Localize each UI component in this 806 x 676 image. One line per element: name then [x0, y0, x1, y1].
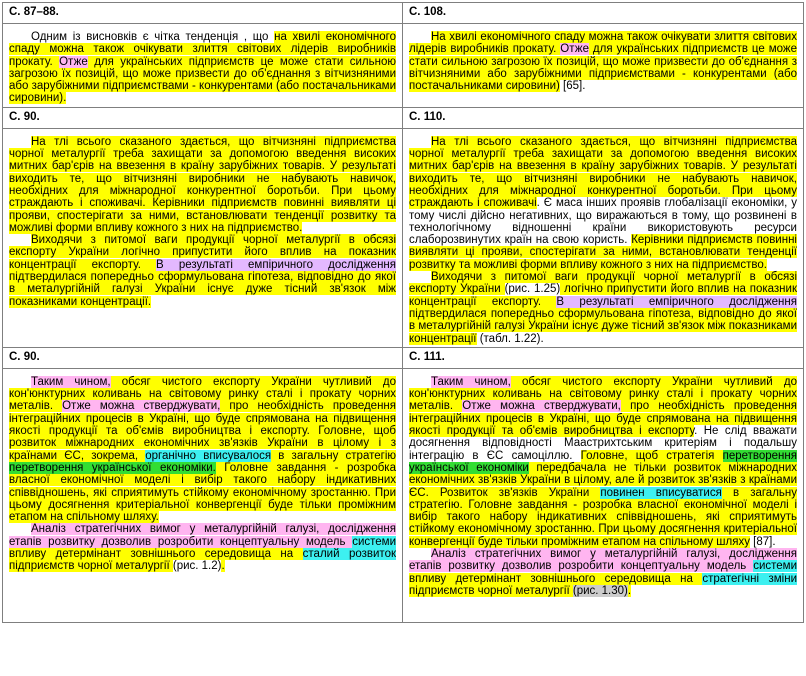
text-fragment: Одним із висновків є чітка тенденція , що	[31, 31, 275, 43]
right-page-ref-1: С. 108.	[403, 3, 804, 24]
text-row-3	[3, 368, 804, 622]
highlight-pink: Отже можна стверджувати,	[62, 400, 221, 413]
highlight-gray: (рис. 1.30)	[572, 584, 628, 597]
highlight-pink: Таким чином,	[31, 375, 111, 388]
paragraph	[9, 376, 396, 524]
paragraph	[409, 548, 797, 597]
comparison-table	[2, 2, 804, 623]
paragraph	[9, 523, 396, 572]
highlight-pink: Аналіз стратегічних вимог у металургійній галузі, дослідження етапів розвитку дозволив розробити концептуальну модель	[409, 547, 797, 573]
header-row-2	[3, 107, 804, 128]
highlight-yellow: передбачала не тільки розвиток міжнародних економічних зв'язків України в цілому, але й розвиток зв'язків з країнами ЄС. Розвиток зв'язків України	[409, 461, 797, 499]
highlight-yellow: для українських підприємств це може стати сильною загрозою їх позицій, що може призвести до об'єднання з вітчизняними або зарубіжними підприємствами - конкурентами (або постачальниками сировини).	[9, 55, 396, 105]
paragraph	[9, 31, 396, 105]
highlight-pink: Отже можна стверджувати,	[462, 400, 621, 413]
right-page-ref-2: С. 110.	[403, 107, 804, 128]
text-fragment: (рис. 1.2)	[172, 560, 222, 573]
highlight-yellow: підтвердилася попередньо сформульована гіпотеза, відповідно до якої в металургійній галузі України існує дуже тісний зв'язок між показниками концентрації.	[9, 271, 396, 308]
highlight-yellow: про необхідність проведення інтеграційних процесів в Україні, що буде спрямована на підвищення якості продукції та об'ємів виробництва і експорту	[409, 400, 798, 438]
highlight-yellow: Виходячи з питомої ваги продукції чорної металургії в обсязі експорту України	[409, 271, 797, 296]
highlight-pink: Таким чином,	[431, 375, 511, 388]
header-row-1	[3, 3, 804, 24]
highlight-yellow: Головне, щоб стратегія	[580, 449, 723, 462]
highlight-yellow: про необхідність проведення інтеграційних процесів в Україні, що буде спрямована на підвищення якості продукції та об'ємів виробництва і експорту. Головне, щоб розвиток міжнародних економічних зв'язків України в цілому і з країнами ЄС, зокрема,	[9, 400, 397, 462]
highlight-cyan: стратегічні зміни	[702, 572, 797, 585]
left-cell-1	[3, 24, 403, 108]
highlight-yellow: .	[221, 560, 225, 573]
paragraph	[9, 136, 396, 234]
right-page-ref-3: С. 111.	[403, 347, 804, 368]
highlight-yellow: в загальну стратегію. Головне завдання - розробка власної економічної моделі і вибір такого набору індикативних співвідношень, які сприятимуть стійкому економічному зростанню. При цьому досягнення критеріальної конвергенції буде тільки проміжним етапом на спільному шляху	[409, 486, 798, 548]
highlight-yellow: .	[627, 584, 632, 597]
paragraph	[409, 271, 797, 345]
text-fragment: . Є маса інших проявів глобалізації економіки, у тому числі дійсно негативних, що виражаються в тому, що розвинені в технологічному відношенні країни використовують ресурси слаборозвинутих країн на свою користь.	[409, 197, 798, 247]
highlight-green: перетворення української економіки.	[9, 461, 216, 474]
highlight-cyan: повинен вписуватися	[600, 486, 722, 499]
highlight-cyan: системи	[753, 560, 797, 573]
text-fragment: (рис. 1.25)	[504, 283, 561, 296]
highlight-violet: В результаті емпіричного дослідження	[156, 258, 396, 271]
text-fragment: . Не слід вважати досягнення відповідності Маастрихтським критеріям і подальшу інтеграцію в ЄС самоціллю.	[409, 425, 797, 462]
left-cell-3	[3, 368, 403, 622]
highlight-yellow: обсяг чистого експорту України чутливий до кон'юнктурних коливань на світовому ринку сталі і прокату чорних металів.	[9, 375, 396, 413]
highlight-yellow: підтвердилася попередньо сформульована гіпотеза, відповідно до якої в металургійній галузі України існує дуже тісний зв'язок між показниками концентрації	[409, 307, 797, 345]
highlight-yellow: Головне завдання - розробка власної економічної моделі і вибір такого набору індикативних співвідношень, які сприятимуть стійкому економічному зростанню. При цьому досягнення критеріальної конвергенції буде тільки проміжним етапом на спільному шляху.	[9, 461, 396, 524]
highlight-yellow: для українських підприємств це може стати сильною загрозою їх позицій, що може призвести до об'єднання з вітчизняними або зарубіжними підприємствами - конкурентами (або постачальниками сировини)	[409, 43, 797, 93]
right-cell-1	[403, 24, 804, 108]
highlight-yellow: На тлі всього сказаного здається, що вітчизняні підприємства чорної металургії треба захищати за допомогою введення високих митних бар'єрів на ввезення в країну зарубіжних товарів. У результаті виходить те, що вітчизняні виробники не набувають навичок, необхідних для міжнародної конкурентної боротьби. При цьому страждають і споживачі. Керівники підприємств повинні виявляти ці прояви, спостерігати за ними, встановлювати тенденції розвитку та можливі форми впливу кожного з них на підприємство.	[9, 135, 396, 234]
highlight-yellow: впливу детермінант зовнішнього середовища на	[9, 547, 303, 560]
highlight-pink: Отже	[560, 43, 589, 56]
right-cell-2	[403, 128, 804, 347]
highlight-yellow: впливу детермінант зовнішнього середовища на	[409, 572, 703, 585]
highlight-cyan: органічно вписувалося	[145, 449, 272, 462]
highlight-yellow: підприємств чорної металургії	[9, 560, 173, 573]
paragraph	[409, 136, 797, 271]
highlight-cyan: сталий розвиток	[302, 547, 396, 560]
highlight-cyan: системи	[352, 535, 396, 548]
highlight-yellow: На тлі всього сказаного здається, що вітчизняні підприємства чорної металургії треба захищати за допомогою введення високих митних бар'єрів на ввезення в країну зарубіжних товарів. У результаті виходить те, що вітчизняні виробники не набувають навичок, необхідних для міжнародної конкурентної боротьби. При цьому страждають і споживачі	[409, 135, 797, 210]
text-fragment: [87].	[749, 535, 776, 548]
highlight-pink: Аналіз стратегічних вимог у металургійній галузі, дослідження етапів розвитку дозволив розробити концептуальну модель	[9, 523, 396, 548]
text-fragment: (табл. 1.22).	[476, 332, 544, 345]
highlight-yellow: обсяг чистого експорту України чутливий до кон'юнктурних коливань на світовому ринку сталі і прокату чорних металів.	[409, 375, 797, 413]
paragraph	[409, 376, 797, 548]
highlight-pink: Отже	[59, 55, 88, 68]
paragraph	[409, 31, 797, 92]
highlight-yellow: Виходячи з питомої ваги продукції чорної металургії в обсязі експорту України логічно припустити його вплив на показник концентрації експорту.	[9, 234, 396, 271]
highlight-yellow: на хвилі економічного спаду можна також очікувати злиття світових лідерів виробників прокату.	[9, 31, 396, 68]
right-cell-3	[403, 368, 804, 622]
left-cell-2	[3, 128, 403, 347]
highlight-violet: В результаті емпіричного дослідження	[556, 295, 797, 308]
highlight-yellow: Керівники підприємств повинні виявляти ці прояви, спостерігати за ними, встановлювати тенденції розвитку та можливі форми впливу кожного з них на підприємство.	[409, 234, 797, 271]
text-row-1	[3, 24, 804, 108]
left-page-ref-1: С. 87–88.	[3, 3, 403, 24]
highlight-yellow: На хвилі економічного спаду можна також очікувати злиття світових лідерів виробників прокату.	[409, 31, 797, 56]
highlight-yellow: підприємств чорної металургії	[409, 584, 573, 597]
paragraph	[9, 234, 396, 308]
highlight-yellow: логічно припустити його вплив на показник концентрації експорту.	[409, 283, 797, 308]
highlight-yellow: в загальну стратегію	[271, 449, 396, 462]
highlight-green: перетворення української економіки	[409, 449, 797, 474]
left-page-ref-2: С. 90.	[3, 107, 403, 128]
text-row-2	[3, 128, 804, 347]
header-row-3	[3, 347, 804, 368]
left-page-ref-3: С. 90.	[3, 347, 403, 368]
text-fragment: [65].	[559, 80, 586, 93]
